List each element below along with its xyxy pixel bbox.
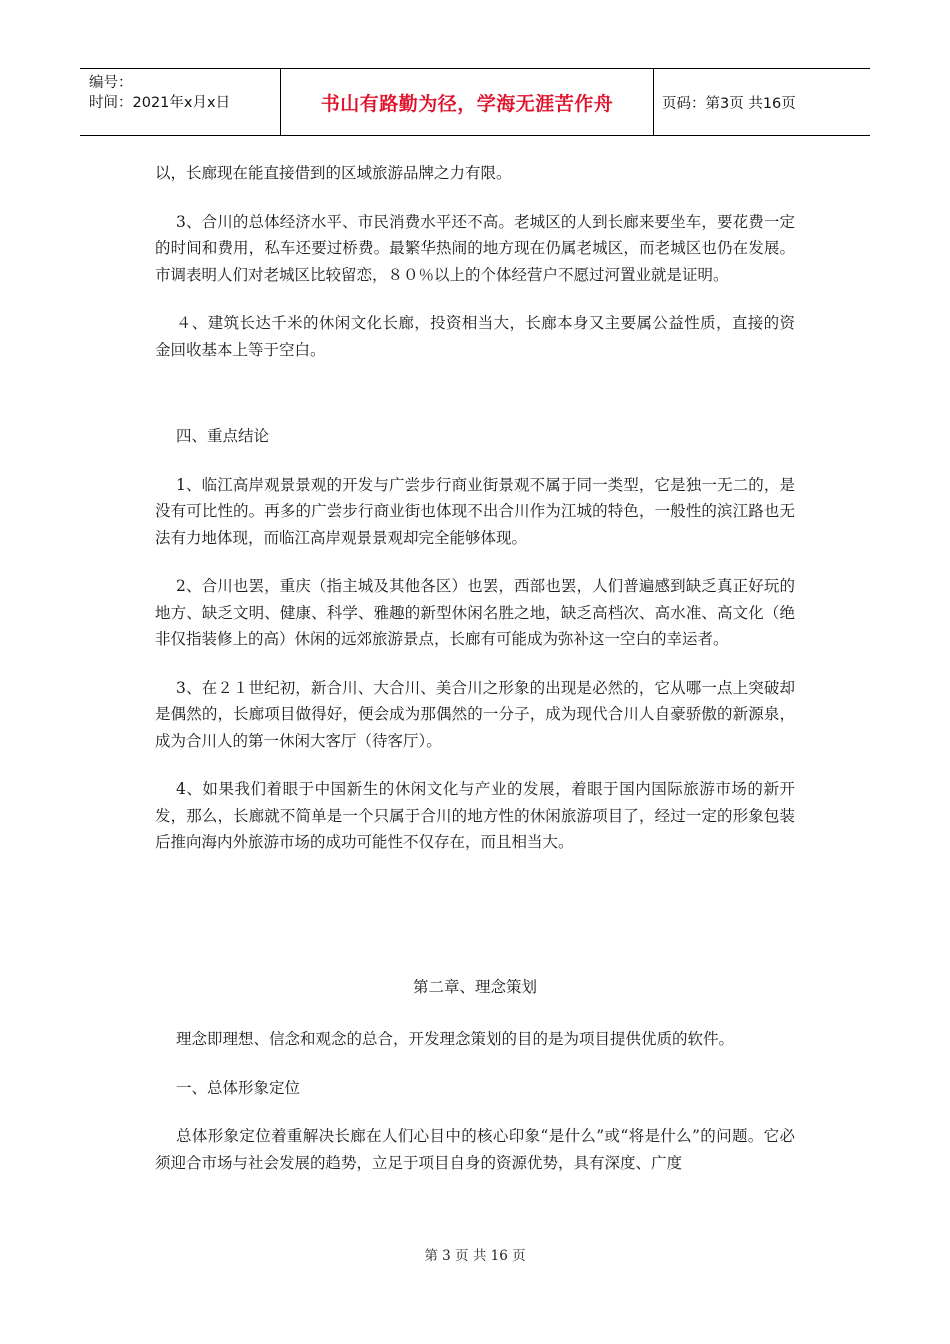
conclusion-item-3: 3、在２１世纪初，新合川、大合川、美合川之形象的出现是必然的，它从哪一点上突破却是偶然的，长廊项目做得好，便会成为那偶然的一分子，成为现代合川人自豪骄傲的新源泉，成为合川人的第一休闲大客厅（待客厅）。 [155,678,795,750]
paragraph-item-4: ４、建筑长达千米的休闲文化长廊，投资相当大，长廊本身又主要属公益性质，直接的资金回收基本上等于空白。 [155,314,795,359]
chapter-title: 第二章、理念策划 [412,977,537,996]
paragraph-overall-image: 总体形象定位着重解决长廊在人们心目中的核心印象“是什么”或“将是什么”的问题。它必须迎合市场与社会发展的趋势，立足于项目自身的资源优势，具有深度、广度 [155,1127,795,1172]
paragraph-continuation: 以，长廊现在能直接借到的区域旅游品牌之力有限。 [155,164,512,182]
conclusion-item-2: 2、合川也罢，重庆（指主城及其他各区）也罢，西部也罢，人们普遍感到缺乏真正好玩的地方、缺乏文明、健康、科学、雅趣的新型休闲名胜之地，缺乏高档次、高水准、高文化（绝非仅指装修上的高）休闲的远郊旅游景点，长廊有可能成为弥补这一空白的幸运者。 [155,577,795,648]
conclusion-item-1: 1、临江高岸观景景观的开发与广尝步行商业街景观不属于同一类型，它是独一无二的，是没有可比性的。再多的广尝步行商业街也体现不出合川作为江城的特色，一般性的滨江路也无法有力地体现，而临江高岸观景景观却完全能够体现。 [155,475,795,547]
header-page-info: 页码：第3页 共16页 [662,95,796,112]
page-footer: 第 3 页 共 16 页 [424,1248,526,1264]
serial-number-label: 编号： [89,75,133,91]
document-body [155,160,795,1176]
section-heading-key-conclusions: 四、重点结论 [176,427,270,445]
header-motto: 书山有路勤为径，学海无涯苦作舟 [320,92,614,115]
header-motto-cell [281,69,654,135]
chapter-intro: 理念即理想、信念和观念的总合，开发理念策划的目的是为项目提供优质的软件。 [176,1030,735,1048]
date-line: 时间：2021年x月x日 [89,95,231,111]
subsection-heading-overall-image: 一、总体形象定位 [176,1078,301,1097]
paragraph-item-3: 3、合川的总体经济水平、市民消费水平还不高。老城区的人到长廊来要坐车，要花费一定的时间和费用，私车还要过桥费。最繁华热闹的地方现在仍属老城区，而老城区也仍在发展。市调表明人们对老城区比较留恋，８０％以上的个体经营户不愿过河置业就是证明。 [155,212,795,284]
page-header [80,68,870,136]
conclusion-item-4: 4、如果我们着眼于中国新生的休闲文化与产业的发展，着眼于国内国际旅游市场的新开发，那么，长廊就不简单是一个只属于合川的地方性的休闲旅游项目了，经过一定的形象包装后推向海内外旅游市场的成功可能性不仅存在，而且相当大。 [155,780,795,851]
header-left-cell [80,69,281,135]
